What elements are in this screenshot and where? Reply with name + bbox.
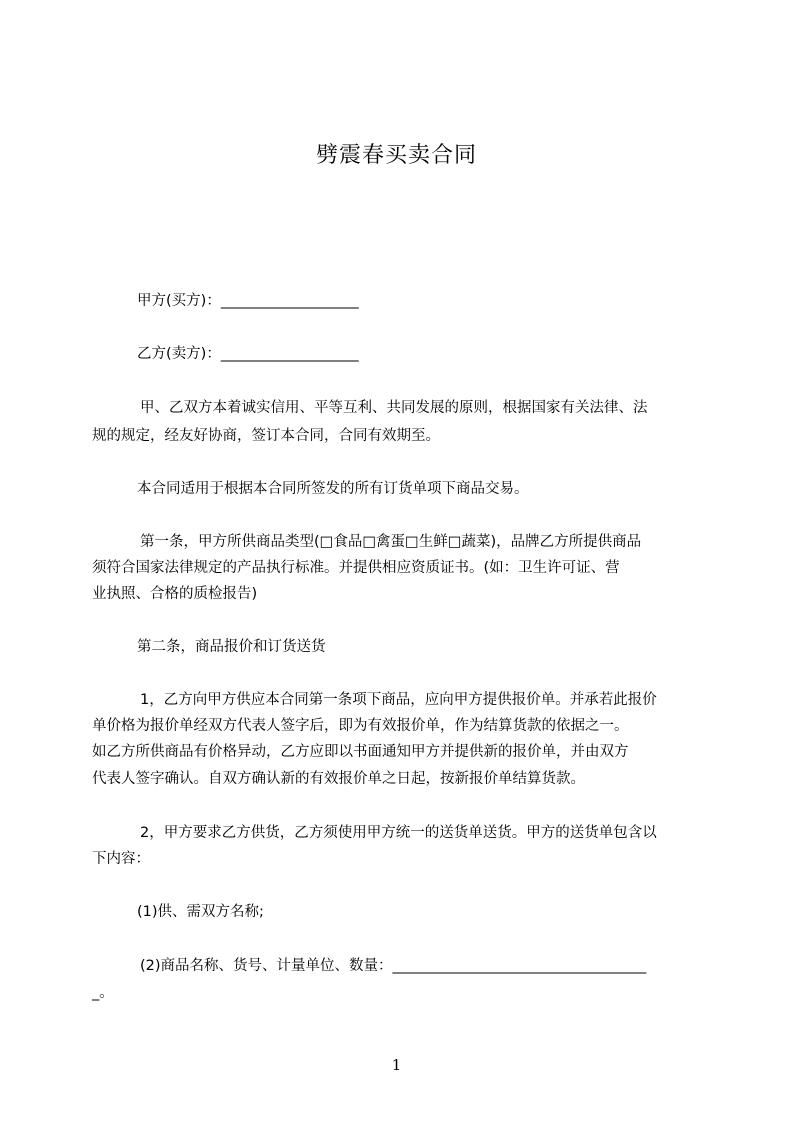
party-a-line: 甲方(买方)：___________________ xyxy=(137,293,359,309)
list-item-1: (1)供、需双方名称; xyxy=(137,904,264,920)
article1-line-1: 第一条，甲方所供商品类型(□食品□禽蛋□生鲜□蔬菜)，品牌乙方所提供商品 xyxy=(140,534,642,550)
article1-line-3: 业执照、合格的质检报告) xyxy=(92,586,258,602)
party-b-line: 乙方(卖方)：___________________ xyxy=(137,346,359,362)
clause1-line-4: 代表人签字确认。自双方确认新的有效报价单之日起，按新报价单结算货款。 xyxy=(92,771,585,787)
list-item-2-line-2: _。 xyxy=(92,985,114,1001)
clause1-line-2: 单价格为报价单经双方代表人签字后，即为有效报价单，作为结算货款的依据之一。 xyxy=(92,718,629,734)
article2-heading: 第二条，商品报价和订货送货 xyxy=(137,639,326,655)
document-title: 劈震春买卖合同 xyxy=(315,143,477,168)
clause2-line-1: 2，甲方要求乙方供货，乙方须使用甲方统一的送货单送货。甲方的送货单包含以 xyxy=(140,825,657,841)
preamble-line-2: 规的规定，经友好协商，签订本合同，合同有效期至。 xyxy=(92,428,440,444)
preamble-line-1: 甲、乙双方本着诚实信用、平等互利、共同发展的原则，根据国家有关法律、法 xyxy=(140,400,648,416)
scope-paragraph: 本合同适用于根据本合同所签发的所有订货单项下商品交易。 xyxy=(137,481,529,497)
article1-line-2: 须符合国家法律规定的产品执行标准。并提供相应资质证书。(如：卫生许可证、营 xyxy=(92,560,620,576)
list-item-2-line-1: (2)商品名称、货号、计量单位、数量：___________________________________ xyxy=(140,958,647,974)
clause2-line-2: 下内容： xyxy=(92,851,150,867)
clause1-line-1: 1，乙方向甲方供应本合同第一条项下商品，应向甲方提供报价单。并承若此报价 xyxy=(140,692,657,708)
page-number: 1 xyxy=(391,1056,402,1074)
clause1-line-3: 如乙方所供商品有价格异动，乙方应即以书面通知甲方并提供新的报价单，并由双方 xyxy=(92,744,629,760)
